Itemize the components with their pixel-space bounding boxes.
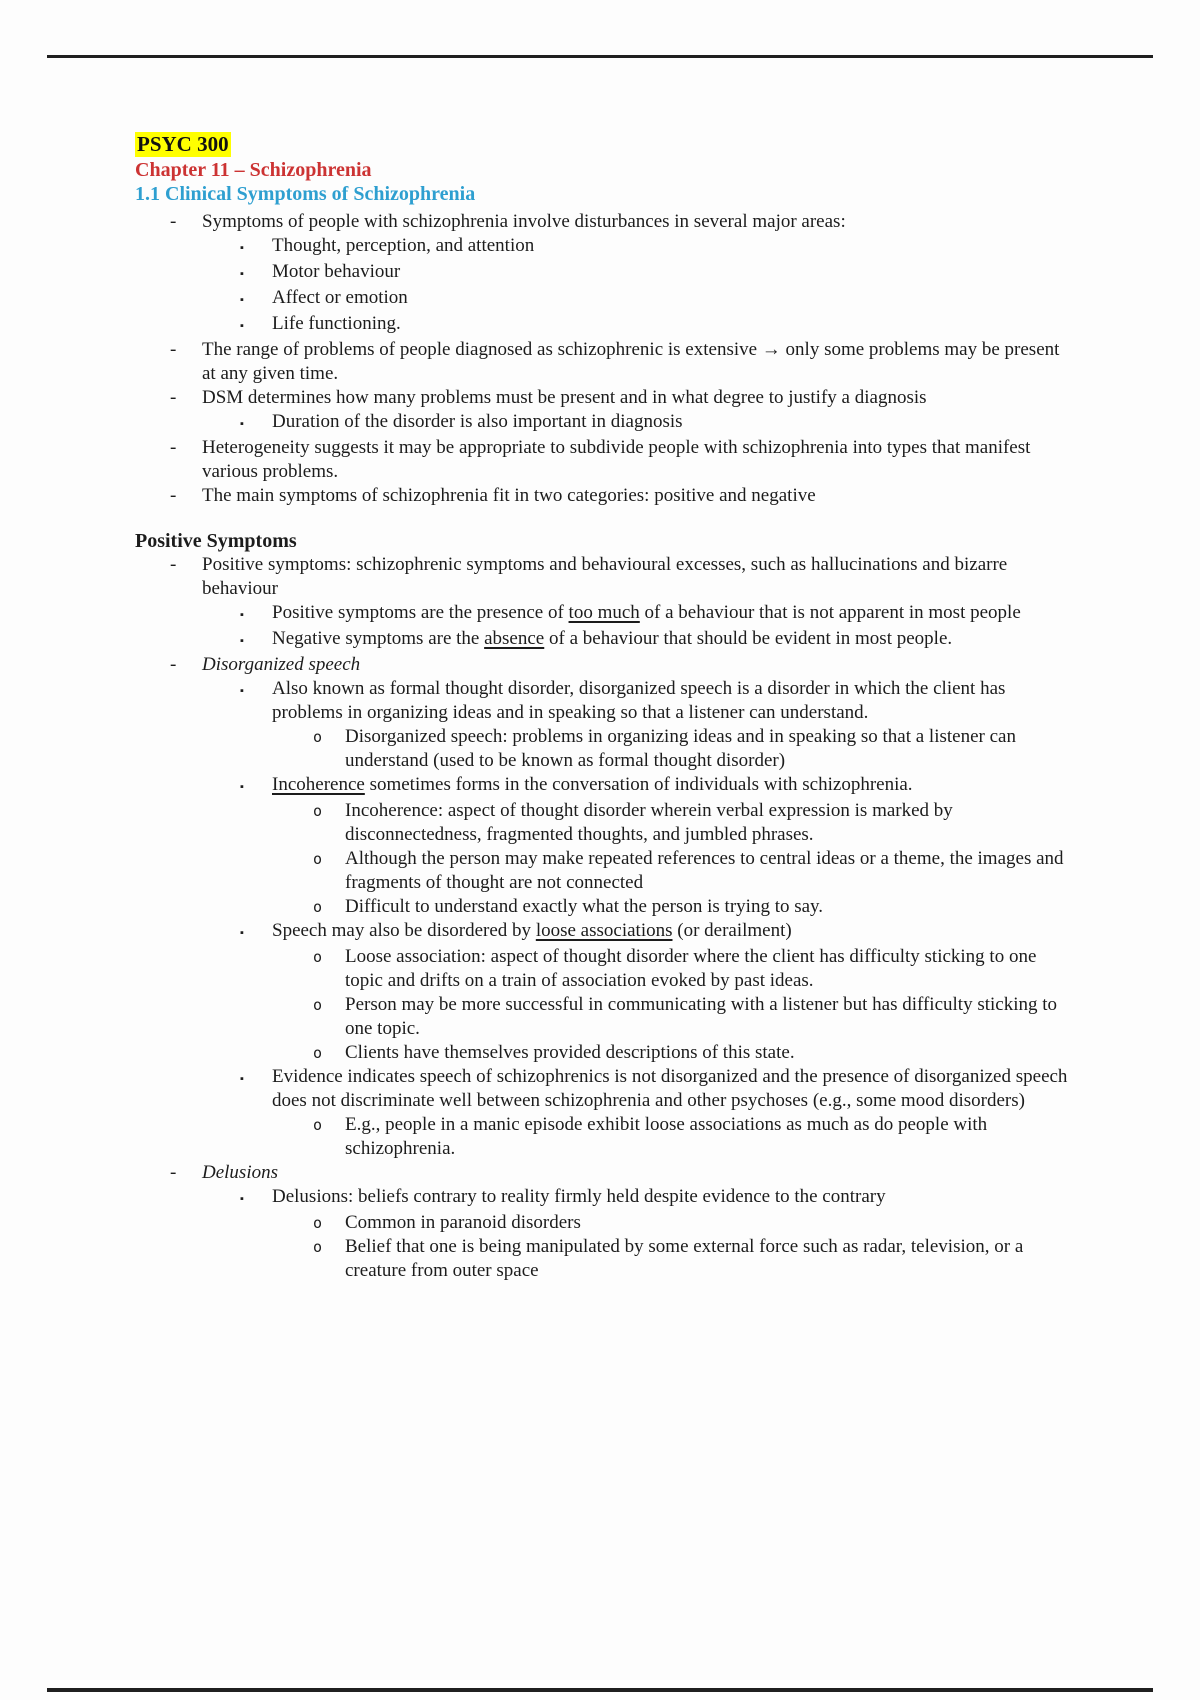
- list-item: [135, 386, 1073, 410]
- list-item: [135, 799, 1073, 847]
- list-item-text: Although the person may make repeated references to central ideas or a theme, the images and fragments of thought are not connected: [345, 848, 1064, 893]
- list-item-text: Difficult to understand exactly what the person is trying to say.: [345, 896, 824, 917]
- list-item: [135, 410, 1073, 436]
- square-bullet: ▪: [240, 635, 244, 647]
- dash-bullet: -: [170, 1162, 177, 1183]
- dash-bullet: -: [170, 654, 177, 675]
- positive-symptoms-list: [135, 553, 1073, 1283]
- list-item-text: Motor behaviour: [272, 261, 401, 282]
- square-bullet: ▪: [240, 294, 244, 306]
- list-item: [135, 993, 1073, 1041]
- dash-bullet: -: [170, 211, 177, 232]
- circle-bullet: o: [313, 1238, 323, 1256]
- square-bullet: ▪: [240, 418, 244, 430]
- list-item-text: Evidence indicates speech of schizophrenics is not disorganized and the presence of disorganized speech does not discriminate well between schizophrenia and other psychoses (e.g., some mood disorders): [272, 1066, 1068, 1111]
- list-item: [135, 338, 1073, 386]
- list-item-text: DSM determines how many problems must be present and in what degree to justify a diagnosis: [202, 387, 927, 408]
- circle-bullet: o: [313, 898, 323, 916]
- list-item-text: Incoherence: aspect of thought disorder wherein verbal expression is marked by disconnectedness, fragmented thoughts, and jumbled phrases.: [345, 800, 953, 845]
- square-bullet: ▪: [240, 320, 244, 332]
- list-item: [135, 627, 1073, 653]
- list-item: [135, 484, 1073, 508]
- list-item: [135, 1041, 1073, 1065]
- list-item: [135, 210, 1073, 234]
- list-item: [135, 847, 1073, 895]
- dash-bullet: -: [170, 554, 177, 575]
- list-item-text: Positive symptoms: schizophrenic symptoms and behavioural excesses, such as hallucinations and bizarre behaviour: [202, 554, 1008, 599]
- underlined-term: absence: [484, 628, 545, 649]
- list-item: [135, 1113, 1073, 1161]
- list-item-text: Life functioning.: [272, 313, 401, 334]
- positive-symptoms-heading: Positive Symptoms: [135, 530, 297, 552]
- list-item-text: The range of problems of people diagnosed as schizophrenic is extensive → only some problems may be present at any given time.: [202, 339, 1060, 384]
- course-code-heading: PSYC 300: [137, 132, 229, 156]
- list-item: [135, 1211, 1073, 1235]
- square-bullet: ▪: [240, 1193, 244, 1205]
- circle-bullet: o: [313, 802, 323, 820]
- bottom-rule: [47, 1688, 1153, 1692]
- list-item-text: The main symptoms of schizophrenia fit in two categories: positive and negative: [202, 485, 816, 506]
- underlined-term: Incoherence: [272, 774, 365, 795]
- list-item: [135, 260, 1073, 286]
- course-heading-row: [135, 132, 1073, 158]
- square-bullet: ▪: [240, 927, 244, 939]
- list-item: [135, 234, 1073, 260]
- list-item: [135, 1185, 1073, 1211]
- list-item-text: Heterogeneity suggests it may be appropriate to subdivide people with schizophrenia into types that manifest various problems.: [202, 437, 1031, 482]
- list-item-text: Duration of the disorder is also important in diagnosis: [272, 411, 683, 432]
- list-item: [135, 945, 1073, 993]
- list-item: [135, 653, 1073, 677]
- dash-bullet: -: [170, 339, 177, 360]
- text-segment: of a behaviour that is not apparent in most people: [639, 602, 1021, 623]
- text-segment: of a behaviour that should be evident in most people.: [544, 628, 953, 649]
- underlined-term: loose associations: [535, 920, 673, 941]
- list-item: [135, 553, 1073, 601]
- square-bullet: ▪: [240, 685, 244, 697]
- square-bullet: ▪: [240, 1073, 244, 1085]
- list-item: [135, 436, 1073, 484]
- dash-bullet: -: [170, 485, 177, 506]
- square-bullet: ▪: [240, 609, 244, 621]
- list-item-text: Belief that one is being manipulated by some external force such as radar, television, or a creature from outer space: [345, 1236, 1024, 1281]
- list-item-text: [272, 627, 1073, 651]
- circle-bullet: o: [313, 728, 323, 746]
- intro-list: [135, 210, 1073, 508]
- list-item: [135, 1065, 1073, 1113]
- chapter-heading: Chapter 11 – Schizophrenia: [135, 159, 372, 181]
- list-item-text: Delusions: beliefs contrary to reality firmly held despite evidence to the contrary: [272, 1186, 886, 1207]
- list-item-text: [272, 601, 1073, 625]
- list-item: [135, 1235, 1073, 1283]
- text-segment: Positive symptoms are the presence of: [272, 602, 569, 623]
- section-heading: 1.1 Clinical Symptoms of Schizophrenia: [135, 183, 476, 205]
- list-item-text: [272, 773, 1073, 797]
- list-item: [135, 1161, 1073, 1185]
- list-item-text: E.g., people in a manic episode exhibit loose associations as much as do people with schizophrenia.: [345, 1114, 988, 1159]
- list-item: [135, 312, 1073, 338]
- list-item-text: [272, 919, 1073, 943]
- text-segment: Speech may also be disordered by: [272, 920, 536, 941]
- list-item-text: Clients have themselves provided descriptions of this state.: [345, 1042, 795, 1063]
- circle-bullet: o: [313, 1044, 323, 1062]
- circle-bullet: o: [313, 996, 323, 1014]
- list-item: [135, 773, 1073, 799]
- top-rule: [47, 55, 1153, 58]
- list-item-text: Delusions: [202, 1162, 278, 1183]
- dash-bullet: -: [170, 387, 177, 408]
- square-bullet: ▪: [240, 268, 244, 280]
- circle-bullet: o: [313, 948, 323, 966]
- list-item: [135, 677, 1073, 725]
- square-bullet: ▪: [240, 781, 244, 793]
- list-item: [135, 601, 1073, 627]
- list-item-text: Symptoms of people with schizophrenia involve disturbances in several major areas:: [202, 211, 846, 232]
- list-item-text: Affect or emotion: [272, 287, 408, 308]
- list-item: [135, 286, 1073, 312]
- text-segment: (or derailment): [672, 920, 792, 941]
- circle-bullet: o: [313, 1116, 323, 1134]
- underlined-term: too much: [568, 602, 640, 623]
- list-item-text: Disorganized speech: problems in organizing ideas and in speaking so that a listener can understand (used to be known as formal thought disorder): [345, 726, 1016, 771]
- text-segment: Negative symptoms are the: [272, 628, 485, 649]
- circle-bullet: o: [313, 1214, 323, 1232]
- list-item-text: Common in paranoid disorders: [345, 1212, 581, 1233]
- list-item-text: Thought, perception, and attention: [272, 235, 535, 256]
- list-item-text: Person may be more successful in communicating with a listener but has difficulty sticking to one topic.: [345, 994, 1058, 1039]
- list-item: [135, 895, 1073, 919]
- circle-bullet: o: [313, 850, 323, 868]
- dash-bullet: -: [170, 437, 177, 458]
- page-content: [135, 132, 1073, 1283]
- text-segment: sometimes forms in the conversation of individuals with schizophrenia.: [364, 774, 913, 795]
- list-item-text: Loose association: aspect of thought disorder where the client has difficulty sticking to one topic and drifts on a train of association evoked by past ideas.: [345, 946, 1037, 991]
- list-item-text: Also known as formal thought disorder, disorganized speech is a disorder in which the client has problems in organizing ideas and in speaking so that a listener can understand.: [272, 678, 1006, 723]
- square-bullet: ▪: [240, 242, 244, 254]
- list-item: [135, 919, 1073, 945]
- list-item: [135, 725, 1073, 773]
- list-item-text: Disorganized speech: [202, 654, 361, 675]
